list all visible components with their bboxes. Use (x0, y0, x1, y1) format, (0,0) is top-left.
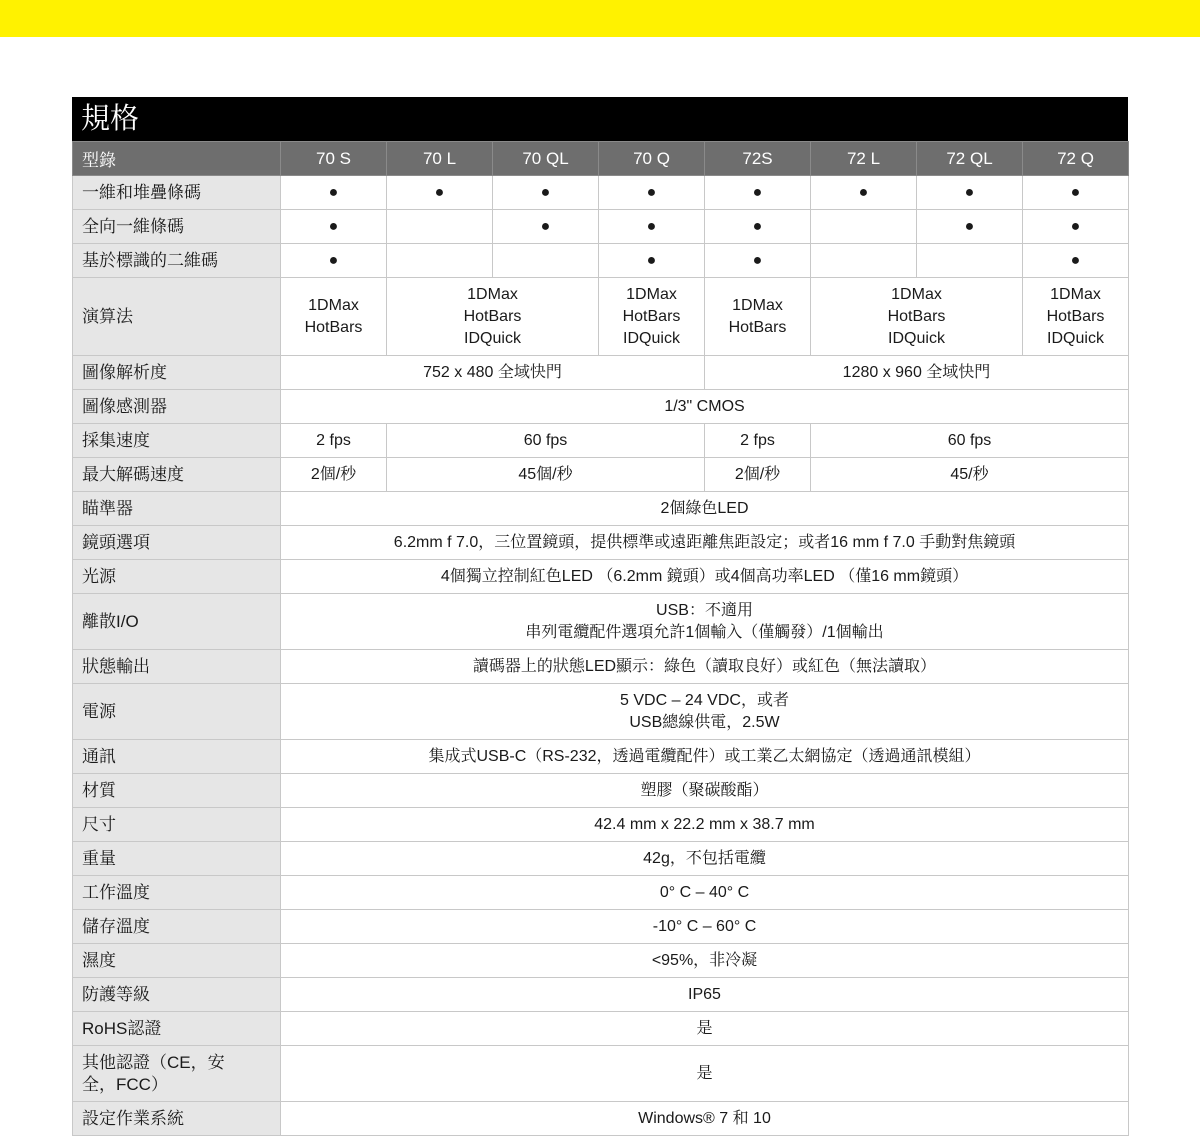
empty-cell (811, 210, 917, 244)
model-header: 70 S (281, 142, 387, 176)
empty-cell (917, 244, 1023, 278)
empty-cell (387, 210, 493, 244)
support-dot: ● (281, 176, 387, 210)
model-header: 72S (705, 142, 811, 176)
row-label: 儲存溫度 (73, 910, 281, 944)
support-dot: ● (281, 210, 387, 244)
support-dot: ● (917, 176, 1023, 210)
row-label: 演算法 (73, 278, 281, 356)
algorithm-cell: 1DMax HotBars (705, 278, 811, 356)
row-label: 鏡頭選項 (73, 526, 281, 560)
support-dot: ● (493, 210, 599, 244)
table-cell: 1/3" CMOS (281, 390, 1129, 424)
table-row (73, 560, 1129, 594)
yellow-header-band (0, 0, 1200, 37)
table-cell: 45/秒 (811, 458, 1129, 492)
table-cell: Windows® 7 和 10 (281, 1102, 1129, 1136)
support-dot: ● (599, 210, 705, 244)
row-label: 材質 (73, 774, 281, 808)
table-cell: IP65 (281, 978, 1129, 1012)
table-row (73, 526, 1129, 560)
table-row (73, 176, 1129, 210)
table-cell: 42g，不包括電纜 (281, 842, 1129, 876)
table-row (73, 876, 1129, 910)
model-header: 72 Q (1023, 142, 1129, 176)
row-label: 一維和堆疊條碼 (73, 176, 281, 210)
support-dot: ● (387, 176, 493, 210)
table-cell: 是 (281, 1046, 1129, 1102)
support-dot: ● (599, 244, 705, 278)
spec-table (72, 141, 1129, 1136)
model-header: 70 L (387, 142, 493, 176)
algorithm-cell: 1DMax HotBars IDQuick (387, 278, 599, 356)
support-dot: ● (1023, 176, 1129, 210)
empty-cell (493, 244, 599, 278)
algorithm-cell: 1DMax HotBars IDQuick (811, 278, 1023, 356)
support-dot: ● (705, 210, 811, 244)
table-cell: 2個綠色LED (281, 492, 1129, 526)
table-row (73, 594, 1129, 650)
table-row (73, 278, 1129, 356)
table-cell: 6.2mm f 7.0，三位置鏡頭，提供標準或遠距離焦距設定；或者16 mm f 7.0 手動對焦鏡頭 (281, 526, 1129, 560)
table-cell: -10° C – 60° C (281, 910, 1129, 944)
table-cell: 是 (281, 1012, 1129, 1046)
table-cell: 4個獨立控制紅色LED （6.2mm 鏡頭）或4個高功率LED （僅16 mm鏡頭） (281, 560, 1129, 594)
row-label: 重量 (73, 842, 281, 876)
table-row (73, 842, 1129, 876)
support-dot: ● (493, 176, 599, 210)
table-cell: 0° C – 40° C (281, 876, 1129, 910)
table-cell: 塑膠（聚碳酸酯） (281, 774, 1129, 808)
table-row (73, 684, 1129, 740)
row-label: 狀態輸出 (73, 650, 281, 684)
table-row (73, 1012, 1129, 1046)
row-label: 瞄準器 (73, 492, 281, 526)
page-title: 規格 (72, 97, 1128, 141)
table-cell: 1280 x 960 全域快門 (705, 356, 1129, 390)
table-row (73, 424, 1129, 458)
row-label: 最大解碼速度 (73, 458, 281, 492)
row-label: 其他認證（CE，安 全，FCC） (73, 1046, 281, 1102)
support-dot: ● (1023, 210, 1129, 244)
model-header: 70 Q (599, 142, 705, 176)
table-row (73, 244, 1129, 278)
support-dot: ● (281, 244, 387, 278)
table-cell: 42.4 mm x 22.2 mm x 38.7 mm (281, 808, 1129, 842)
header-row (73, 142, 1129, 176)
model-header: 72 QL (917, 142, 1023, 176)
table-row (73, 808, 1129, 842)
support-dot: ● (599, 176, 705, 210)
row-label: 通訊 (73, 740, 281, 774)
table-cell: 讀碼器上的狀態LED顯示：綠色（讀取良好）或紅色（無法讀取） (281, 650, 1129, 684)
table-row (73, 650, 1129, 684)
support-dot: ● (811, 176, 917, 210)
table-row (73, 978, 1129, 1012)
row-label: RoHS認證 (73, 1012, 281, 1046)
model-header: 72 L (811, 142, 917, 176)
row-label: 防護等級 (73, 978, 281, 1012)
row-label: 離散I/O (73, 594, 281, 650)
table-cell: 2 fps (705, 424, 811, 458)
row-label: 圖像感測器 (73, 390, 281, 424)
table-cell: 45個/秒 (387, 458, 705, 492)
table-row (73, 910, 1129, 944)
spec-sheet (72, 97, 1128, 1136)
table-row (73, 458, 1129, 492)
table-row (73, 210, 1129, 244)
algorithm-cell: 1DMax HotBars IDQuick (1023, 278, 1129, 356)
model-header: 70 QL (493, 142, 599, 176)
row-label: 電源 (73, 684, 281, 740)
row-label: 尺寸 (73, 808, 281, 842)
row-label: 光源 (73, 560, 281, 594)
row-label: 濕度 (73, 944, 281, 978)
row-label: 基於標識的二維碼 (73, 244, 281, 278)
table-row (73, 774, 1129, 808)
table-cell: 集成式USB-C（RS-232，透過電纜配件）或工業乙太網協定（透過通訊模組） (281, 740, 1129, 774)
support-dot: ● (917, 210, 1023, 244)
empty-cell (811, 244, 917, 278)
table-cell: 60 fps (811, 424, 1129, 458)
support-dot: ● (705, 244, 811, 278)
table-row (73, 740, 1129, 774)
table-row (73, 390, 1129, 424)
table-cell: 2個/秒 (705, 458, 811, 492)
table-cell: 752 x 480 全域快門 (281, 356, 705, 390)
table-cell: 2 fps (281, 424, 387, 458)
table-cell: 5 VDC – 24 VDC，或者 USB總線供電，2.5W (281, 684, 1129, 740)
header-label: 型錄 (73, 142, 281, 176)
table-cell: 2個/秒 (281, 458, 387, 492)
row-label: 圖像解析度 (73, 356, 281, 390)
row-label: 工作溫度 (73, 876, 281, 910)
table-row (73, 944, 1129, 978)
row-label: 設定作業系統 (73, 1102, 281, 1136)
table-row (73, 356, 1129, 390)
algorithm-cell: 1DMax HotBars (281, 278, 387, 356)
table-cell: USB：不適用 串列電纜配件選項允許1個輸入（僅觸發）/1個輸出 (281, 594, 1129, 650)
table-row (73, 492, 1129, 526)
algorithm-cell: 1DMax HotBars IDQuick (599, 278, 705, 356)
table-cell: 60 fps (387, 424, 705, 458)
row-label: 採集速度 (73, 424, 281, 458)
empty-cell (387, 244, 493, 278)
table-row (73, 1046, 1129, 1102)
row-label: 全向一維條碼 (73, 210, 281, 244)
table-row (73, 1102, 1129, 1136)
table-cell: <95%，非冷凝 (281, 944, 1129, 978)
support-dot: ● (705, 176, 811, 210)
support-dot: ● (1023, 244, 1129, 278)
